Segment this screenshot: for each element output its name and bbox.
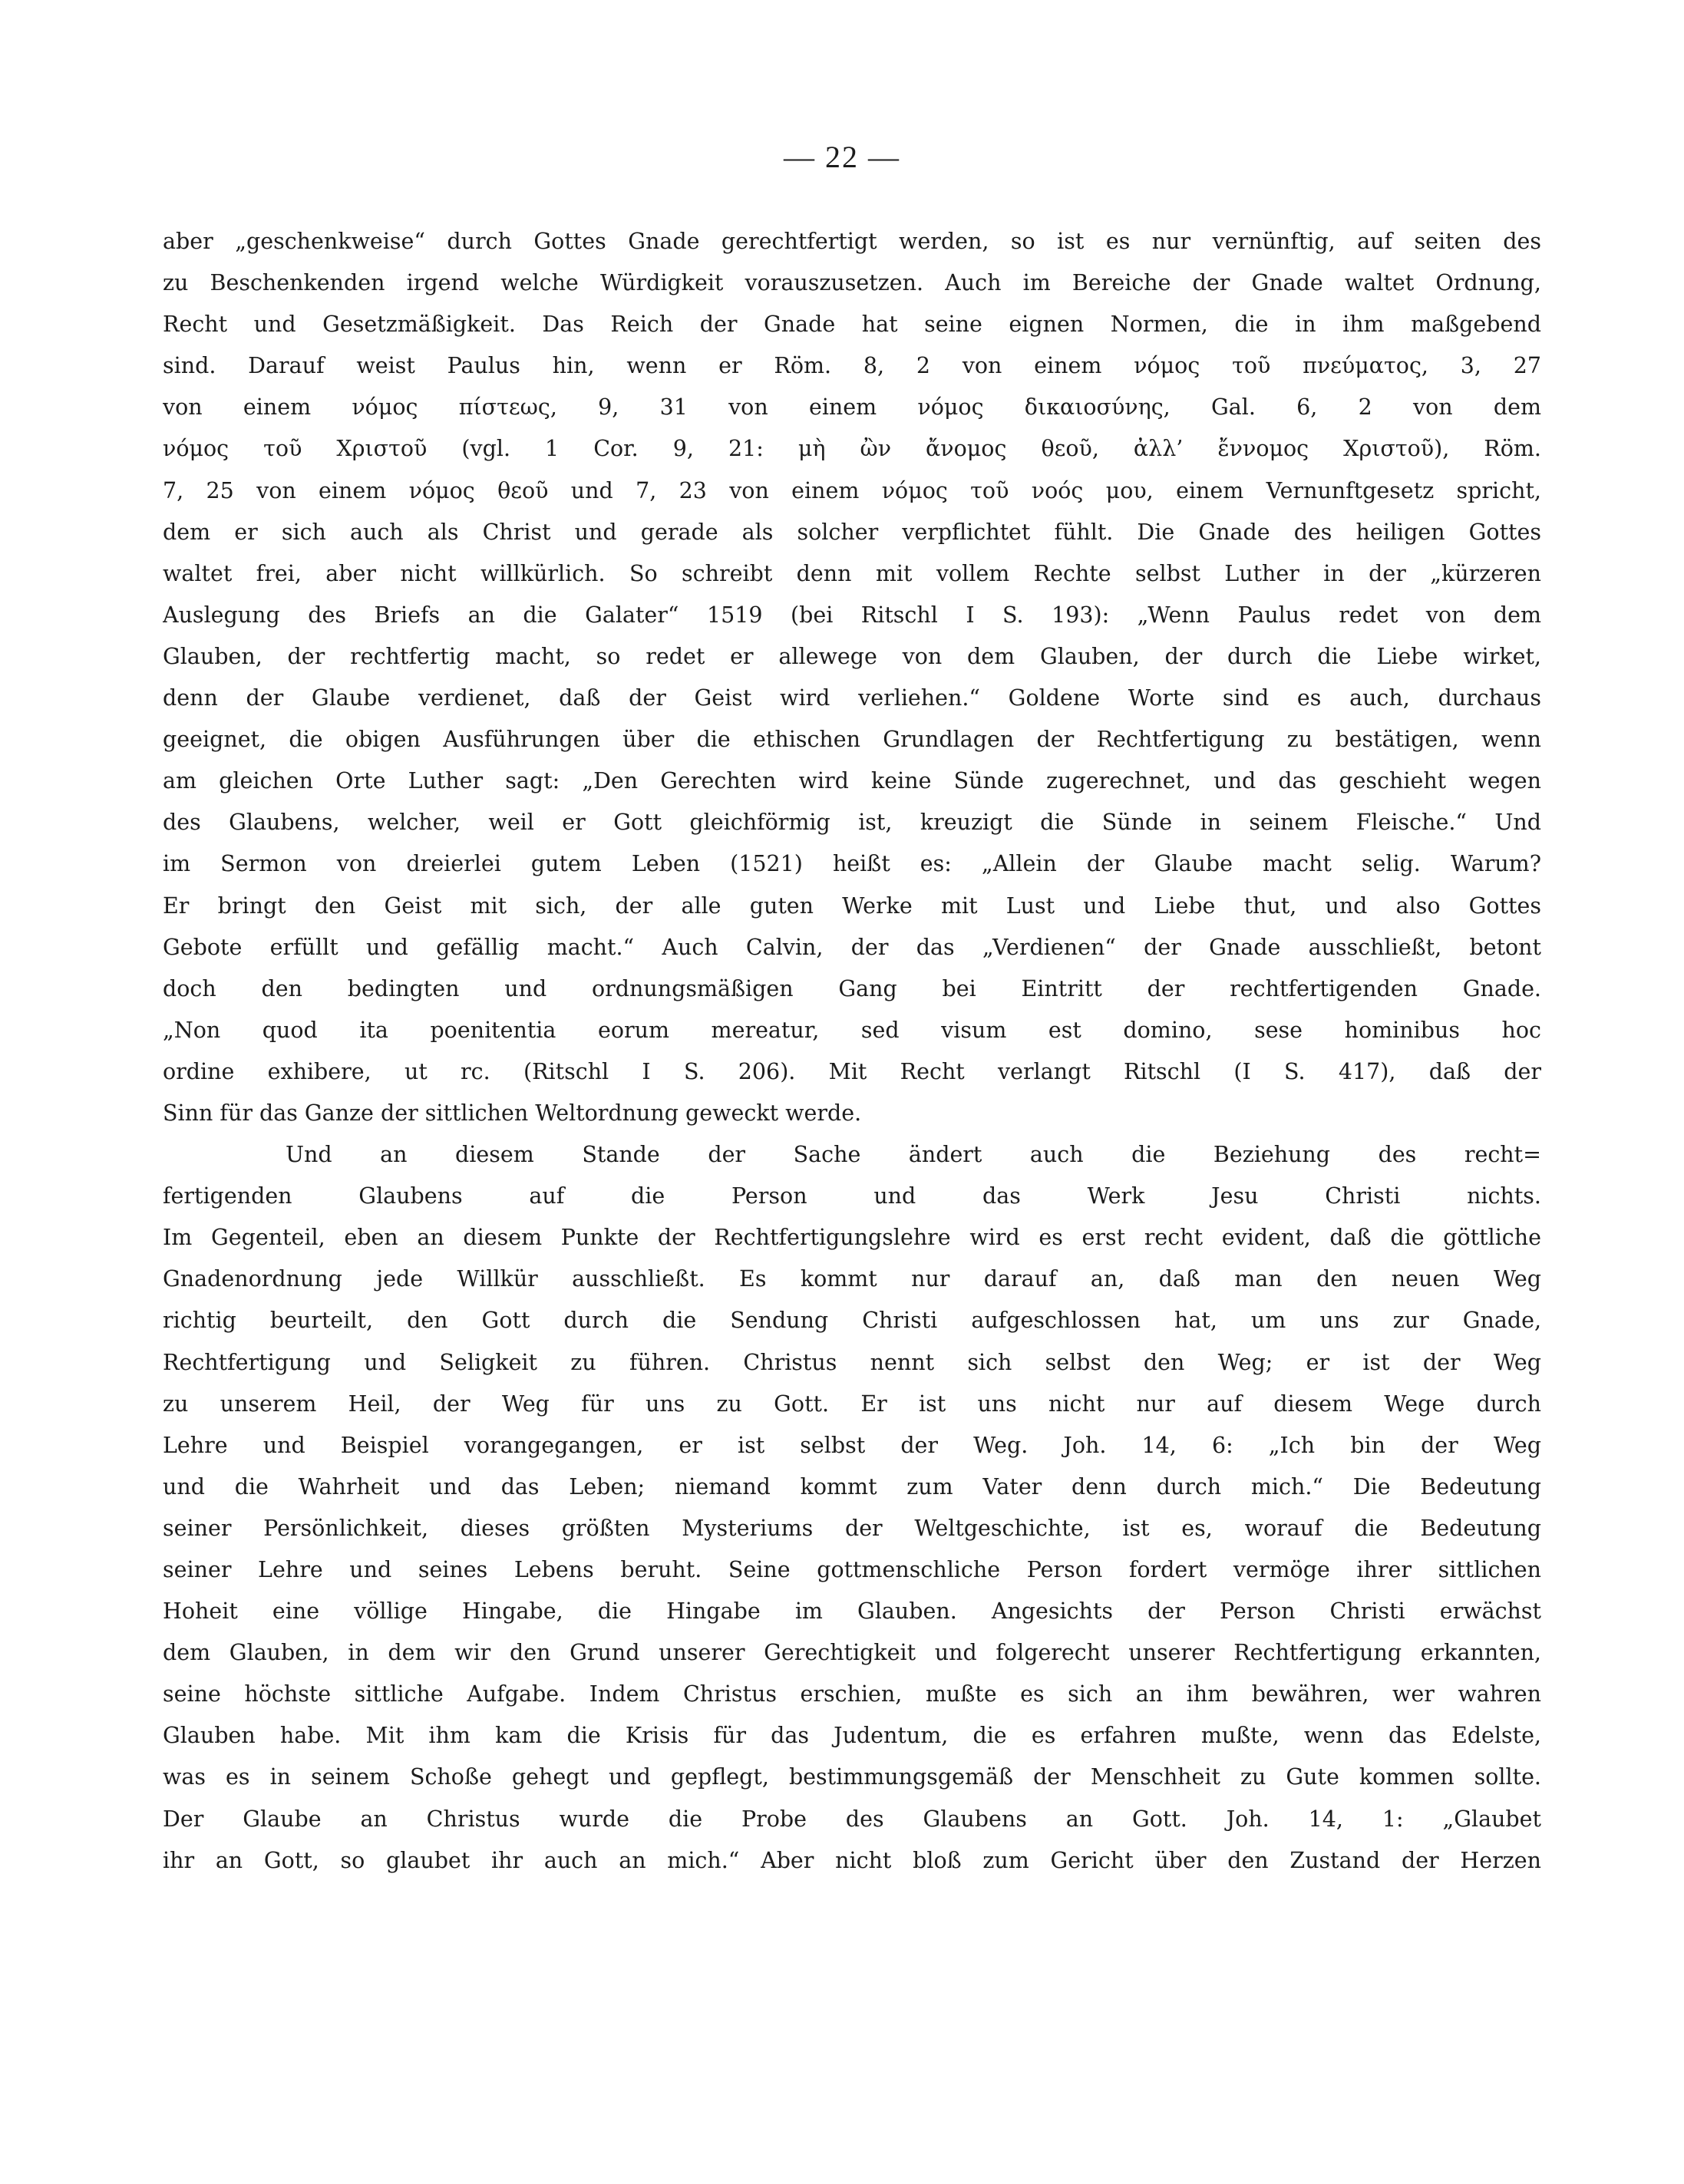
text-line: Lehre und Beispiel vorangegangen, er ist selbst der Weg. Joh. 14, 6: „Ich bin der Weg [163, 1432, 1541, 1458]
text-line: dem er sich auch als Christ und gerade als solcher verpflichtet fühlt. Die Gnade des heiligen Gottes [163, 519, 1541, 545]
text-line: doch den bedingten und ordnungsmäßigen Gang bei Eintritt der rechtfertigenden Gnade. [163, 975, 1541, 1001]
text-line: Gnadenordnung jede Willkür ausschließt. Es kommt nur darauf an, daß man den neuen Weg [163, 1266, 1541, 1292]
text-line: richtig beurteilt, den Gott durch die Sendung Christi aufgeschlossen hat, um uns zur Gnade, [163, 1308, 1541, 1334]
text-line: 7, 25 von einem νόμος θεοῦ und 7, 23 von einem νόμος τοῦ νοός μου, einem Vernunftgesetz spricht, [163, 477, 1541, 503]
text-line: ordine exhibere, ut rc. (Ritschl I S. 206). Mit Recht verlangt Ritschl (I S. 417), daß der [163, 1058, 1541, 1084]
text-line: Hoheit eine völlige Hingabe, die Hingabe im Glauben. Angesichts der Person Christi erwächst [163, 1598, 1541, 1625]
text-line: geeignet, die obigen Ausführungen über die ethischen Grundlagen der Rechtfertigung zu bestätigen, wenn [163, 727, 1541, 753]
text-line: Gebote erfüllt und gefällig macht.“ Auch Calvin, der das „Verdienen“ der Gnade ausschließt, betont [163, 934, 1541, 960]
text-line: denn der Glaube verdienet, daß der Geist wird verliehen.“ Goldene Worte sind es auch, durchaus [163, 685, 1541, 711]
text-line: des Glaubens, welcher, weil er Gott gleichförmig ist, kreuzigt die Sünde in seinem Fleische.“ Und [163, 810, 1541, 836]
text-line: Glauben habe. Mit ihm kam die Krisis für das Judentum, die es erfahren mußte, wenn das Edelste, [163, 1723, 1541, 1749]
text-line: seine höchste sittliche Aufgabe. Indem Christus erschien, mußte es sich an ihm bewähren, wer wahren [163, 1681, 1541, 1707]
text-line: Auslegung des Briefs an die Galater“ 1519 (bei Ritschl I S. 193): „Wenn Paulus redet von dem [163, 602, 1541, 628]
text-line: „Non quod ita poenitentia eorum mereatur, sed visum est domino, sese hominibus hoc [163, 1017, 1541, 1043]
text-line: Sinn für das Ganze der sittlichen Weltordnung geweckt werde. [163, 1100, 862, 1126]
text-line: Der Glaube an Christus wurde die Probe des Glaubens an Gott. Joh. 14, 1: „Glaubet [163, 1806, 1541, 1832]
text-line: fertigenden Glaubens auf die Person und das Werk Jesu Christi nichts. [163, 1183, 1541, 1209]
text-line: im Sermon von dreierlei gutem Leben (1521) heißt es: „Allein der Glaube macht selig. Warum? [163, 851, 1541, 877]
text-line: was es in seinem Schoße gehegt und gepflegt, bestimmungsgemäß der Menschheit zu Gute kommen sollte. [163, 1764, 1541, 1790]
text-line: von einem νόμος πίστεως, 9, 31 von einem νόμος δικαιοσύνης, Gal. 6, 2 von dem [163, 394, 1541, 421]
text-line: νόμος τοῦ Χριστοῦ (vgl. 1 Cor. 9, 21: μὴ ὢν ἄνομος θεοῦ, ἀλλ’ ἔννομος Χριστοῦ), Röm. [163, 436, 1541, 462]
text-line: waltet frei, aber nicht willkürlich. So schreibt denn mit vollem Rechte selbst Luther in der „kürzeren [163, 560, 1541, 586]
text-line: Er bringt den Geist mit sich, der alle guten Werke mit Lust und Liebe thut, und also Gottes [163, 892, 1541, 919]
body-text [163, 221, 1541, 1882]
text-line: und die Wahrheit und das Leben; niemand kommt zum Vater denn durch mich.“ Die Bedeutung [163, 1473, 1541, 1499]
text-line: Rechtfertigung und Seligkeit zu führen. Christus nennt sich selbst den Weg; er ist der Weg [163, 1349, 1541, 1375]
text-line: Im Gegenteil, eben an diesem Punkte der Rechtfertigungslehre wird es erst recht evident, daß die göttliche [163, 1225, 1541, 1251]
text-line: sind. Darauf weist Paulus hin, wenn er Röm. 8, 2 von einem νόμος τοῦ πνεύματος, 3, 27 [163, 353, 1541, 379]
text-line: am gleichen Orte Luther sagt: „Den Gerechten wird keine Sünde zugerechnet, und das geschieht wegen [163, 768, 1541, 794]
text-line: zu unserem Heil, der Weg für uns zu Gott. Er ist uns nicht nur auf diesem Wege durch [163, 1391, 1541, 1417]
text-line: Recht und Gesetzmäßigkeit. Das Reich der Gnade hat seine eignen Normen, die in ihm maßgebend [163, 312, 1541, 338]
text-line: Glauben, der rechtfertig macht, so redet er allewege von dem Glauben, der durch die Liebe wirket, [163, 643, 1541, 669]
text-line: zu Beschenkenden irgend welche Würdigkeit vorauszusetzen. Auch im Bereiche der Gnade waltet Ordnung, [163, 270, 1541, 296]
text-line: seiner Persönlichkeit, dieses größten Mysteriums der Weltgeschichte, ist es, worauf die Bedeutung [163, 1515, 1541, 1541]
text-line: seiner Lehre und seines Lebens beruht. Seine gottmenschliche Person fordert vermöge ihrer sittlichen [163, 1557, 1541, 1582]
text-line: Und an diesem Stande der Sache ändert auch die Beziehung des recht= [286, 1142, 1541, 1168]
text-line: aber „geschenkweise“ durch Gottes Gnade gerechtfertigt werden, so ist es nur vernünftig, auf seiten des [163, 229, 1541, 254]
text-line: dem Glauben, in dem wir den Grund unserer Gerechtigkeit und folgerecht unserer Rechtfertigung erkannten, [163, 1640, 1541, 1666]
text-line: ihr an Gott, so glaubet ihr auch an mich.“ Aber nicht bloß zum Gericht über den Zustand der Herzen [163, 1847, 1541, 1873]
page-number: — 22 — [784, 140, 900, 174]
paragraph [163, 1134, 1541, 1882]
paragraph [163, 221, 1541, 1134]
